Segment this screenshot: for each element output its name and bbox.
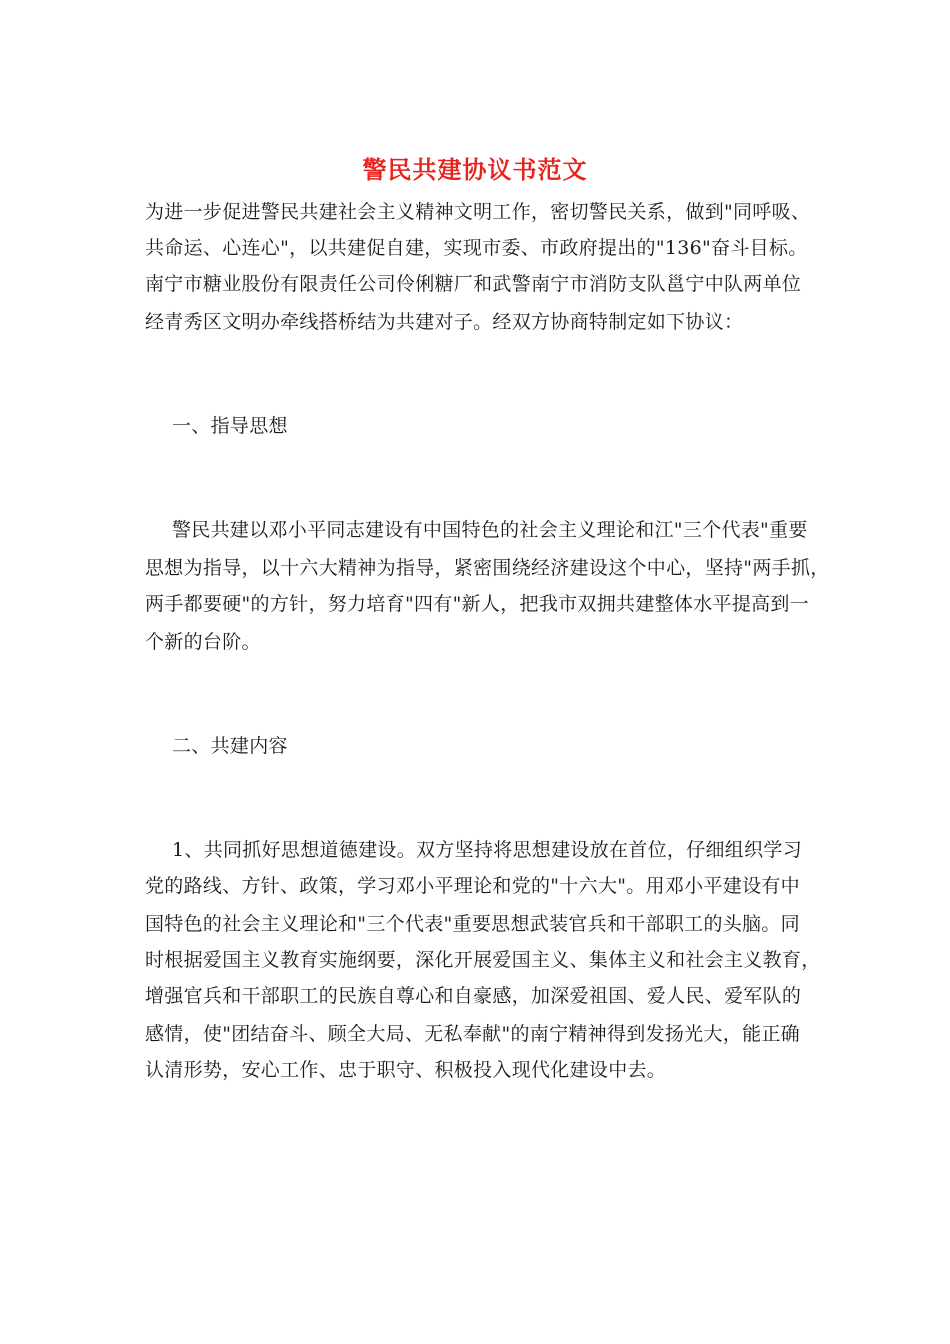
section1-line-4: 个新的台阶。: [145, 631, 261, 653]
intro-line-1: 为进一步促进警民共建社会主义精神文明工作，密切警民关系，做到"同呼吸、: [145, 201, 811, 223]
section1-line-3: 两手都要硬"的方针，努力培育"四有"新人，把我市双拥共建整体水平提高到一: [145, 593, 810, 615]
intro-line-3: 南宁市糖业股份有限责任公司伶俐糖厂和武警南宁市消防支队邕宁中队两单位: [145, 273, 802, 295]
section2-item1-line-2: 党的路线、方针、政策，学习邓小平理论和党的"十六大"。用邓小平建设有中: [145, 875, 800, 897]
section2-item1-line-4: 时根据爱国主义教育实施纲要，深化开展爱国主义、集体主义和社会主义教育，: [145, 949, 821, 971]
section1-heading: 一、指导思想: [172, 415, 288, 437]
section2-item1-line-3: 国特色的社会主义理论和"三个代表"重要思想武装官兵和干部职工的头脑。同: [145, 913, 800, 935]
section1-line-1: 警民共建以邓小平同志建设有中国特色的社会主义理论和江"三个代表"重要: [172, 519, 808, 541]
intro-line-2: 共命运、心连心"，以共建促自建，实现市委、市政府提出的"136"奋斗目标。: [145, 237, 808, 259]
section2-heading: 二、共建内容: [172, 735, 288, 757]
section2-item1-line-1: 1、共同抓好思想道德建设。双方坚持将思想建设放在首位，仔细组织学习: [172, 839, 802, 861]
section1-line-2: 思想为指导，以十六大精神为指导，紧密围绕经济建设这个中心，坚持"两手抓，: [145, 557, 830, 579]
section2-item1-line-5: 增强官兵和干部职工的民族自尊心和自豪感，加深爱祖国、爱人民、爱军队的: [145, 985, 802, 1007]
section2-item1-line-7: 认清形势，安心工作、忠于职守、积极投入现代化建设中去。: [145, 1059, 667, 1081]
document-title: 警民共建协议书范文: [362, 155, 588, 184]
section2-item1-line-6: 感情，使"团结奋斗、顾全大局、无私奉献"的南宁精神得到发扬光大，能正确: [145, 1023, 800, 1045]
intro-line-4: 经青秀区文明办牵线搭桥结为共建对子。经双方协商特制定如下协议：: [145, 311, 744, 333]
